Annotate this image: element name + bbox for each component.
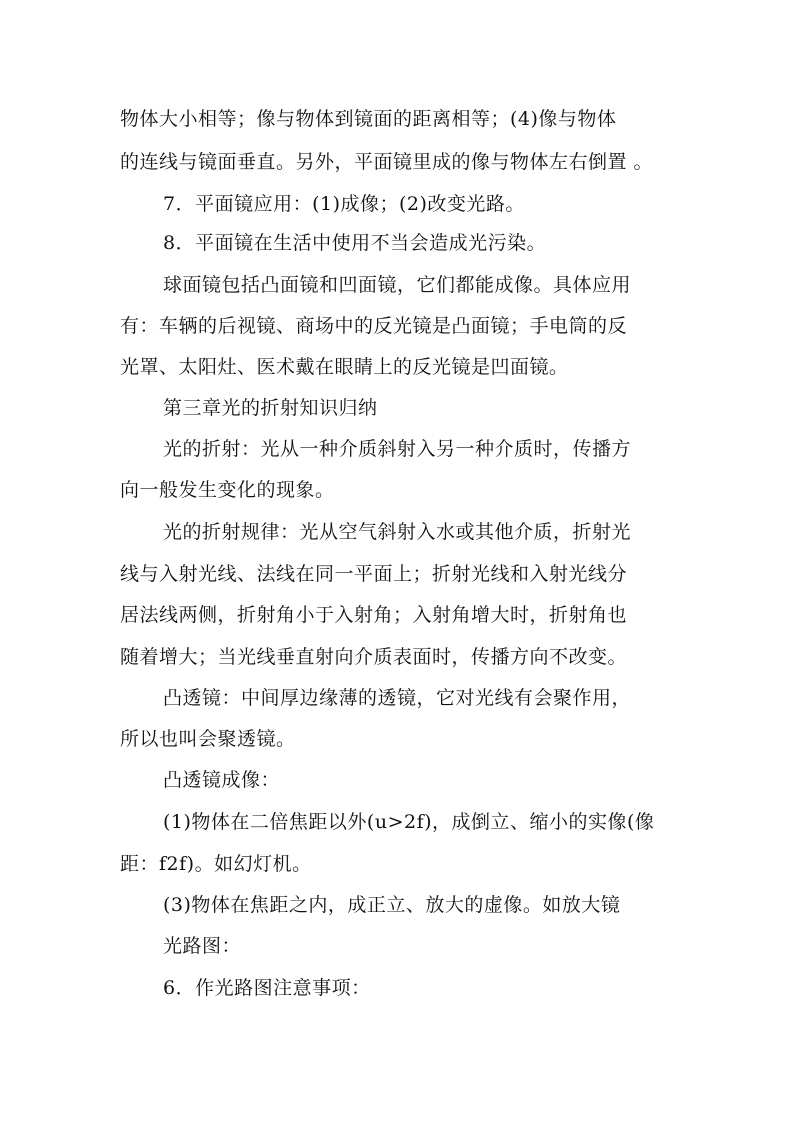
- text-line-11: 光的折射规律：光从空气斜射入水或其他介质，折射光: [163, 521, 632, 543]
- text-line-1: 物体大小相等；像与物体到镜面的距离相等；(4)像与物体: [120, 108, 617, 130]
- text-line-2: 的连线与镜面垂直。另外，平面镜里成的像与物体左右倒置 。: [120, 151, 654, 173]
- text-line-3: 7．平面镜应用：(1)成像；(2)改变光路。: [163, 193, 525, 215]
- text-line-18: (1)物体在二倍焦距以外(u>2f)，成倒立、缩小的实像(像: [163, 811, 655, 833]
- text-line-22: 6．作光路图注意事项：: [163, 977, 371, 999]
- text-line-20: (3)物体在焦距之内，成正立、放大的虚像。如放大镜: [163, 894, 621, 916]
- text-line-12: 线与入射光线、法线在同一平面上；折射光线和入射光线分: [120, 563, 628, 585]
- text-line-14: 随着增大；当光线垂直射向介质表面时，传播方向不改变。: [120, 646, 628, 668]
- text-line-10: 向一般发生变化的现象。: [120, 479, 335, 501]
- text-line-9: 光的折射：光从一种介质斜射入另一种介质时，传播方: [163, 438, 632, 460]
- text-line-5: 球面镜包括凸面镜和凹面镜，它们都能成像。具体应用: [163, 274, 632, 296]
- text-line-8: 第三章光的折射知识归纳: [163, 397, 378, 419]
- text-line-17: 凸透镜成像：: [163, 769, 281, 791]
- text-line-21: 光路图：: [163, 935, 242, 957]
- text-line-16: 所以也叫会聚透镜。: [120, 728, 296, 750]
- text-line-6: 有：车辆的后视镜、商场中的反光镜是凸面镜；手电筒的反: [120, 315, 628, 337]
- text-line-15: 凸透镜：中间厚边缘薄的透镜，它对光线有会聚作用，: [163, 687, 632, 709]
- text-line-7: 光罩、太阳灶、医术戴在眼睛上的反光镜是凹面镜。: [120, 356, 569, 378]
- text-line-19: 距：f2f)。如幻灯机。: [120, 853, 312, 875]
- text-line-13: 居法线两侧，折射角小于入射角；入射角增大时，折射角也: [120, 604, 628, 626]
- text-line-4: 8．平面镜在生活中使用不当会造成光污染。: [163, 232, 547, 254]
